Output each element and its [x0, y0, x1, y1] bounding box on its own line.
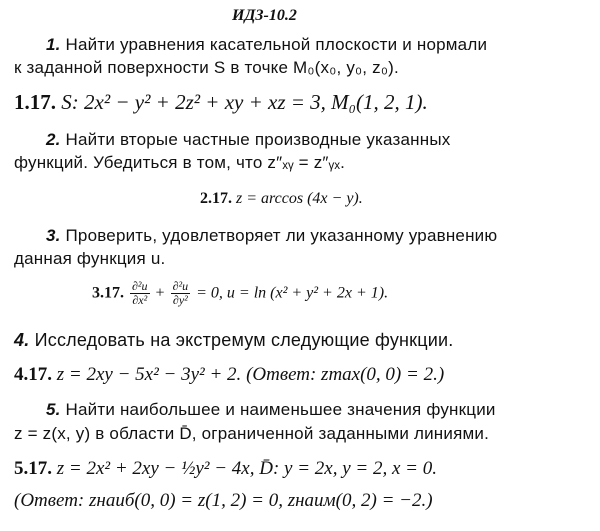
page-title: ИДЗ-10.2	[232, 7, 297, 24]
task4-text-line	[14, 330, 453, 351]
task5-formula: z = 2x² + 2xy − ½y² − 4x, D̄: y = 2x, y = 2, x = 0.	[56, 458, 437, 479]
task3-formula-rest: = 0, u = ln (x² + y² + 2x + 1).	[196, 284, 389, 302]
task3-fraction2-denominator: ∂y²	[172, 293, 188, 308]
task2-number: 2.	[46, 130, 61, 149]
task3-fraction2-numerator: ∂²u	[172, 279, 189, 293]
task5-answer: (Ответ: zнаиб(0, 0) = z(1, 2) = 0, zнаим(0, 2) = −2.)	[14, 490, 433, 511]
task1-text-line1	[46, 35, 487, 55]
task3-fraction2	[171, 280, 191, 307]
task4-text: Исследовать на экстремум следующие функции.	[34, 330, 454, 350]
task3-formula-line	[92, 280, 388, 307]
task3-text-line2: данная функция u.	[14, 249, 166, 268]
task3-fraction1	[130, 280, 150, 307]
task2-variant: 2.17.	[200, 190, 232, 207]
task4-variant: 4.17.	[14, 364, 52, 385]
task4-answer: (Ответ: zmax(0, 0) = 2.)	[246, 364, 445, 385]
task1-number: 1.	[46, 35, 61, 54]
task1-formula-line	[14, 90, 428, 115]
task5-number: 5.	[46, 400, 61, 419]
task2-formula-line	[200, 190, 363, 208]
task1-text-line2: к заданной поверхности S в точке M₀(x₀, y₀, z₀).	[14, 58, 399, 77]
task5-formula-line	[14, 458, 437, 480]
task3-variant: 3.17.	[92, 284, 124, 302]
task2-formula: z = arccos (4x − y).	[236, 190, 363, 207]
task1-formula: S: 2x² − y² + 2z² + xy + xz = 3, M₀(1, 2, 1).	[61, 90, 428, 114]
task4-formula-line	[14, 364, 444, 386]
task3-fraction1-numerator: ∂²u	[132, 279, 148, 293]
task1-variant: 1.17.	[14, 90, 56, 114]
task5-variant: 5.17.	[14, 458, 52, 479]
task5-text: Найти наибольшее и наименьшее значения функции	[65, 400, 496, 419]
task5-text-line2: z = z(x, y) в области D̄, ограниченной заданными линиями.	[14, 424, 489, 443]
task3-plus: +	[155, 284, 165, 302]
task3-fraction1-denominator: ∂x²	[132, 293, 148, 308]
task2-text-line2: функций. Убедиться в том, что z″ₓᵧ = z″ᵧₓ.	[14, 153, 346, 172]
task3-text: Проверить, удовлетворяет ли указанному уравнению	[65, 226, 498, 245]
task2-text-line1	[46, 130, 450, 150]
task3-number: 3.	[46, 226, 61, 245]
task1-text: Найти уравнения касательной плоскости и нормали	[65, 35, 488, 54]
task5-text-line1	[46, 400, 496, 420]
task3-text-line1	[46, 226, 497, 246]
task4-formula: z = 2xy − 5x² − 3y² + 2.	[56, 364, 242, 385]
task2-text: Найти вторые частные производные указанных	[65, 130, 451, 149]
task4-number: 4.	[14, 330, 30, 350]
